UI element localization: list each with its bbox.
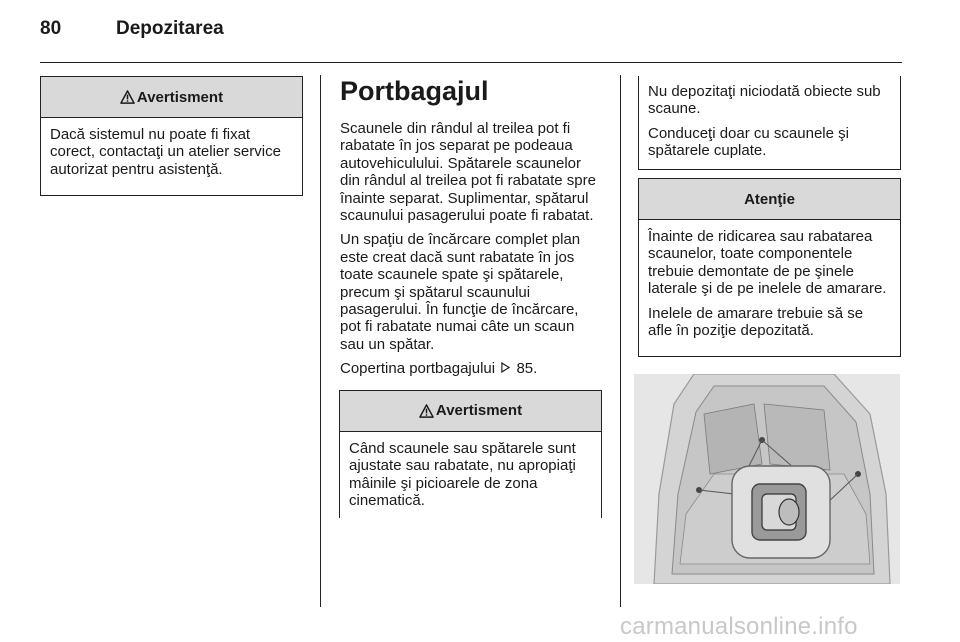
warning-triangle-icon <box>419 404 434 418</box>
cross-reference-text: Copertina portbagajului <box>340 360 496 378</box>
caution-box-header <box>639 179 900 220</box>
page-number: 80 <box>40 18 62 39</box>
warning-continuation-text-2: Conduceţi doar cu scaunele şi spătarele cuplate. <box>648 124 849 160</box>
caution-text-1: Înainte de ridicarea sau rabatarea scaunelor, toate componentele trebuie demontate de pe şinele laterale şi de pe inelele de amarare. <box>648 228 887 298</box>
warning-box-1-header <box>41 77 302 118</box>
cargo-area-illustration <box>634 374 900 584</box>
caution-text-2: Inelele de amarare trebuie să se afle în poziţie depozitată. <box>648 304 864 340</box>
column-2 <box>340 76 602 518</box>
caution-box <box>638 178 901 357</box>
paragraph-2: Un spaţiu de încărcare complet plan este creat dacă sunt rabatate în jos toate scaunele spate şi spătarele, precum şi spătarul scaunului pasagerului. În funcţie de încărcare, pot fi rabatate numai câte un scaun sau un spătar. <box>340 231 581 353</box>
section-title: Depozitarea <box>116 18 224 39</box>
cross-reference-page: 85. <box>516 360 538 378</box>
header-rule <box>40 62 902 63</box>
warning-box-2 <box>339 390 602 518</box>
warning-box-1 <box>40 76 303 196</box>
warning-box-2-title: Avertisment <box>435 402 523 420</box>
cargo-area-drawing <box>634 374 900 584</box>
caution-box-title: Atenţie <box>744 190 795 208</box>
column-3 <box>638 76 901 357</box>
cross-reference <box>340 360 602 377</box>
paragraph-1: Scaunele din rândul al treilea pot fi rabatate în jos separat pe podeaua autovehiculului. Spătarele scaunelor din rândul al treilea pot fi rabatate spre înainte separat. Suplimentar, spătarul scaunului pasagerului poate fi rabatat. <box>340 120 596 225</box>
page-reference-arrow-icon <box>501 362 510 373</box>
column-divider-2 <box>620 75 621 607</box>
warning-box-2-header <box>340 391 601 432</box>
warning-box-1-title: Avertisment <box>136 88 224 106</box>
column-divider-1 <box>320 75 321 607</box>
warning-continuation-box <box>638 76 901 170</box>
warning-box-1-text: Dacă sistemul nu poate fi fixat corect, contactaţi un atelier service autorizat pentru asistenţă. <box>50 126 281 178</box>
warning-box-2-text: Când scaunele sau spătarele sunt ajustate sau rabatate, nu apropiaţi mâinile şi picioarele de zona cinematică. <box>349 439 576 509</box>
column-1 <box>40 76 303 196</box>
section-heading: Portbagajul <box>340 76 489 106</box>
watermark: carmanualsonline.info <box>620 613 858 640</box>
warning-triangle-icon <box>120 90 135 104</box>
warning-continuation-text-1: Nu depozitaţi niciodată obiecte sub scaune. <box>648 83 881 118</box>
